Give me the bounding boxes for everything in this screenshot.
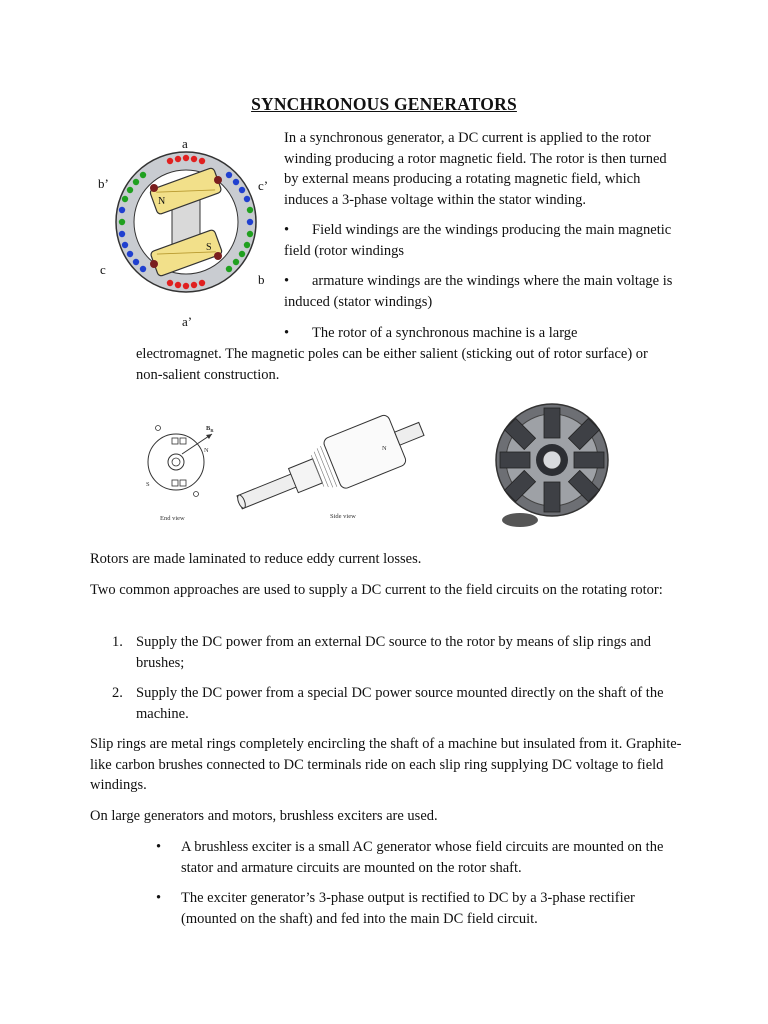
large-generators-paragraph: On large generators and motors, brushless exciters are used. [90, 808, 438, 824]
rotor-side-view-figure [232, 408, 442, 524]
bullet-mark: • [284, 273, 290, 289]
label-c: c [100, 262, 106, 277]
bullet-continuation: electromagnet. The magnetic poles can be either salient (sticking out of rotor surface) or non-salient construction. [136, 346, 648, 383]
bullet-mark: • [156, 839, 162, 855]
label-a: a [182, 136, 188, 151]
stator-rotor-diagram [94, 132, 280, 332]
south-pole-label: S [206, 242, 212, 253]
br-label: $B_R$ [206, 425, 214, 433]
side-view-caption: Side view [330, 513, 356, 520]
item-text: Supply the DC power from an external DC source to the rotor by means of slip rings and brushes; [136, 634, 652, 671]
bullet-rotor-electromagnet [284, 323, 684, 344]
item-number: 1. [112, 634, 123, 650]
laminated-paragraph: Rotors are made laminated to reduce eddy current losses. [90, 551, 422, 567]
item-text: Supply the DC power from a special DC power source mounted directly on the shaft of the machine. [136, 685, 664, 722]
bullet-text: The exciter generator’s 3-phase output is rectified to DC by a 3-phase rectifier (mounted on the shaft) and fed into the main DC field circuit. [181, 890, 635, 927]
intro-paragraph: In a synchronous generator, a DC current is applied to the rotor winding producing a rotor magnetic field. The rotor is then turned by external means producing a rotating magnetic field, which induces a 3-phase voltage within the stator winding. [284, 130, 667, 208]
item-number: 2. [112, 685, 123, 701]
label-b-prime: b’ [98, 176, 109, 191]
end-view-caption: End view [160, 515, 185, 522]
bullet-text: Field windings are the windings producing the main magnetic field (rotor windings [284, 222, 672, 259]
bullet-text: The rotor of a synchronous machine is a large [312, 325, 578, 341]
bullet-field-windings [284, 220, 684, 261]
side-north-label: N [382, 445, 387, 452]
bullet-mark: • [284, 222, 290, 238]
north-pole-label: N [158, 196, 166, 207]
label-b: b [258, 272, 265, 287]
label-a-prime: a’ [182, 314, 193, 329]
approaches-paragraph: Two common approaches are used to supply a DC current to the field circuits on the rotating rotor: [90, 582, 663, 598]
bullet-text: A brushless exciter is a small AC generator whose field circuits are mounted on the stator and armature circuits are mounted on the rotor shaft. [181, 839, 664, 876]
rotor-photo [490, 400, 618, 528]
south-label: S [146, 481, 150, 488]
rotor-end-view-figure [140, 414, 240, 524]
bullet-mark: • [284, 325, 290, 341]
page-title: SYNCHRONOUS GENERATORS [251, 94, 517, 114]
bullet-armature-windings [284, 271, 684, 312]
north-label: N [204, 447, 209, 454]
bullet-text: armature windings are the windings where the main voltage is induced (stator windings) [284, 273, 673, 310]
slip-rings-paragraph: Slip rings are metal rings completely encircling the shaft of a machine but insulated from it. Graphite-like carbon brushes connected to DC terminals ride on each slip ring supplying DC voltage to field windings. [90, 736, 682, 793]
bullet-mark: • [156, 890, 162, 906]
label-c-prime: c’ [258, 178, 269, 193]
